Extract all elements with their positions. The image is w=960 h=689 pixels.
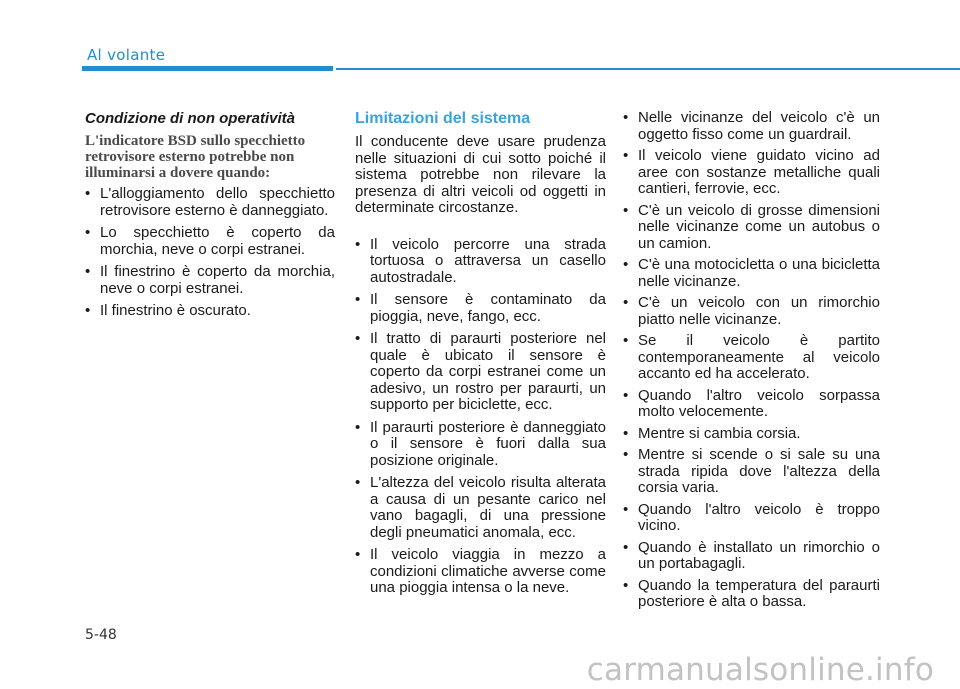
list-item: • Lo specchietto è coperto da morchia, neve o corpi estranei.	[85, 224, 335, 258]
list-item: • Il veicolo percorre una strada tortuosa o attraversa un casello autostradale.	[355, 235, 606, 286]
bullet-icon: •	[85, 263, 91, 280]
list-item: • Il tratto di paraurti posteriore nel quale è ubicato il sensore è coperto da corpi estranei come un adesivo, un rostro per paraurti, un supporto per biciclette, ecc.	[355, 330, 606, 413]
bullet-icon: •	[623, 576, 629, 594]
limitations-list	[355, 237, 606, 597]
bullet-icon: •	[623, 424, 629, 442]
column-left	[85, 110, 335, 326]
bullet-icon: •	[85, 302, 91, 319]
bullet-icon: •	[355, 418, 361, 436]
list-item: • Quando è installato un rimorchio o un portabagagli.	[623, 538, 880, 572]
heading-system-limitations: Limitazioni del sistema	[355, 110, 531, 127]
bullet-icon: •	[355, 235, 361, 253]
list-item: • Il veicolo viaggia in mezzo a condizioni climatiche avverse come una pioggia intensa o la neve.	[355, 546, 606, 596]
bullet-icon: •	[85, 185, 91, 202]
list-item: • Quando l'altro veicolo è troppo vicino.	[623, 500, 880, 534]
limitations-intro: Il conducente deve usare prudenza nelle situazioni di cui sotto poiché il sistema potrebbe non rilevare la presenza di altri veicoli od oggetti in determinate circostanze.	[355, 133, 606, 216]
list-item: • Il finestrino è oscurato.	[85, 302, 251, 319]
list-item: • Il paraurti posteriore è danneggiato o il sensore è fuori dalla sua posizione originale.	[355, 418, 606, 469]
list-item: • Quando la temperatura del paraurti posteriore è alta o bassa.	[623, 576, 880, 610]
list-item: • C'è un veicolo con un rimorchio piatto nelle vicinanze.	[623, 294, 880, 328]
bullet-icon: •	[355, 291, 361, 308]
column-right	[623, 110, 880, 616]
bullet-icon: •	[623, 500, 629, 518]
list-item: • C'è una motocicletta o una bicicletta nelle vicinanze.	[623, 256, 880, 290]
list-item: • Se il veicolo è partito contemporaneamente al veicolo accanto ed ha accelerato.	[623, 332, 880, 382]
bullet-icon: •	[623, 332, 629, 349]
column-middle	[355, 110, 606, 603]
bullet-icon: •	[623, 446, 629, 463]
list-item: • Mentre si cambia corsia.	[623, 424, 801, 442]
bullet-icon: •	[355, 330, 361, 347]
section-title: Al volante	[87, 46, 166, 64]
list-item: • Mentre si scende o si sale su una strada ripida dove l'altezza della corsia varia.	[623, 446, 880, 496]
list-item: • C'è un veicolo di grosse dimensioni nelle vicinanze come un autobus o un camion.	[623, 201, 880, 252]
watermark-text: carmanualsonline.info	[586, 652, 934, 688]
bullet-icon: •	[623, 147, 629, 164]
bullet-icon: •	[623, 256, 629, 273]
page-number: 5-48	[85, 627, 117, 643]
bullet-icon: •	[85, 224, 91, 241]
list-item: • Quando l'altro veicolo sorpassa molto velocemente.	[623, 386, 880, 420]
header-rule-thick	[82, 66, 333, 71]
list-item: • Il finestrino è coperto da morchia, neve o corpi estranei.	[85, 263, 335, 297]
bsd-indicator-subheading: L'indicatore BSD sullo specchietto retrovisore esterno potrebbe non illuminarsi a dovere quando:	[85, 133, 306, 181]
header-rule-thin	[336, 68, 960, 70]
non-operativity-list	[85, 186, 335, 320]
limitations-list-continued	[623, 110, 880, 611]
bullet-icon: •	[623, 386, 629, 404]
bullet-icon: •	[623, 538, 629, 556]
bullet-icon: •	[623, 294, 629, 311]
list-item: • Nelle vicinanze del veicolo c'è un oggetto fisso come un guardrail.	[623, 109, 880, 143]
list-item: • L'alloggiamento dello specchietto retrovisore esterno è danneggiato.	[85, 185, 335, 219]
bullet-icon: •	[623, 201, 629, 219]
list-item: • Il veicolo viene guidato vicino ad aree con sostanze metalliche quali cantieri, ferrovie, ecc.	[623, 147, 880, 197]
bullet-icon: •	[355, 474, 361, 491]
list-item: • Il sensore è contaminato da pioggia, neve, fango, ecc.	[355, 291, 606, 325]
bullet-icon: •	[623, 109, 629, 126]
heading-non-operativity: Condizione di non operatività	[85, 110, 295, 127]
list-item: • L'altezza del veicolo risulta alterata a causa di un pesante carico nel vano bagagli, di una pressione degli pneumatici anomala, ecc.	[355, 474, 606, 541]
bullet-icon: •	[355, 546, 361, 563]
